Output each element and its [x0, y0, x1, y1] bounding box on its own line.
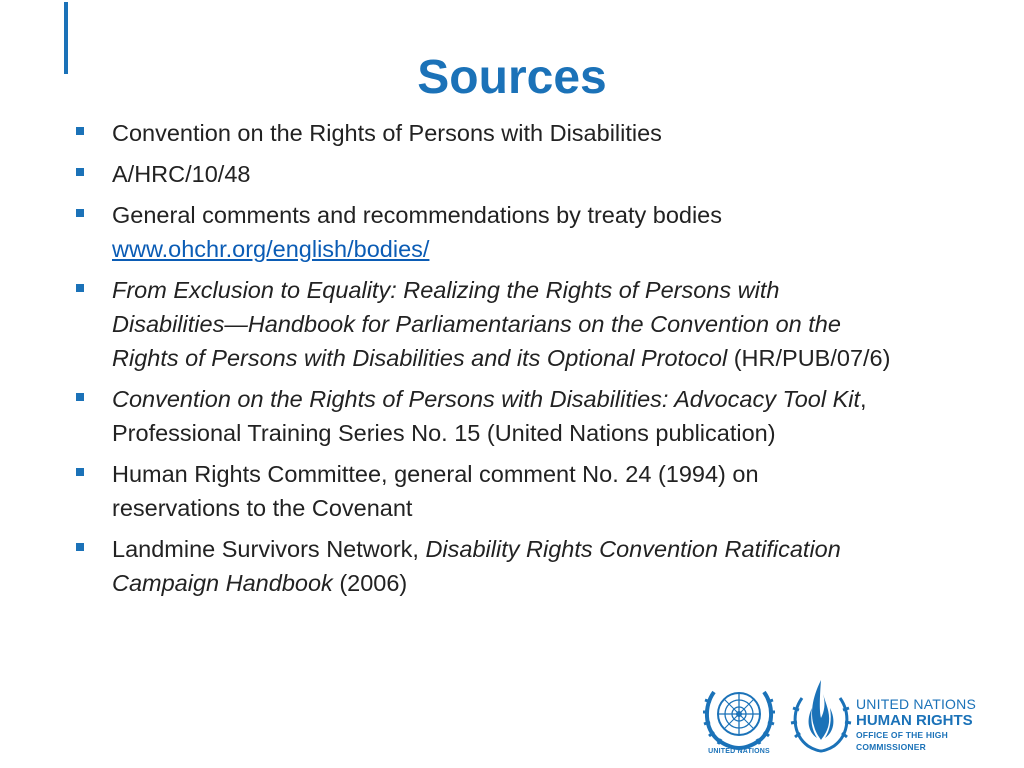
bullet-square-icon	[76, 393, 84, 401]
publication-details: (HR/PUB/07/6)	[727, 345, 891, 371]
list-item-text: General comments and recommendations by treaty bodies	[112, 202, 723, 228]
hr-wordmark-line3: OFFICE OF THE HIGH COMMISSIONER	[856, 730, 948, 752]
bullet-square-icon	[76, 209, 84, 217]
bullet-square-icon	[76, 284, 84, 292]
list-item	[72, 382, 892, 450]
footer-logos	[700, 676, 1010, 762]
sources-list	[72, 116, 892, 607]
list-item	[72, 157, 892, 191]
publication-details: , Professional Training Series No. 15 (United Nations publication)	[112, 386, 867, 446]
list-item	[72, 457, 892, 525]
publication-title: Convention on the Rights of Persons with Disabilities: Advocacy Tool Kit	[112, 386, 861, 412]
list-item	[72, 198, 892, 266]
human-rights-flame-icon	[790, 678, 852, 754]
bullet-square-icon	[76, 543, 84, 551]
publication-details: (2006)	[332, 570, 408, 596]
bullet-square-icon	[76, 127, 84, 135]
list-item-text: Convention on the Rights of Persons with Disabilities	[112, 120, 662, 146]
list-item	[72, 116, 892, 150]
bullet-square-icon	[76, 468, 84, 476]
ohchr-wordmark	[856, 696, 1006, 753]
list-item	[72, 273, 892, 375]
ohchr-bodies-link[interactable]: www.ohchr.org/english/bodies/	[112, 236, 430, 262]
publication-title: Disability Rights Convention Ratification Campaign Handbook	[112, 536, 841, 596]
list-item	[72, 532, 892, 600]
slide-title: Sources	[417, 51, 607, 104]
list-item-text: A/HRC/10/48	[112, 161, 251, 187]
bullet-square-icon	[76, 168, 84, 176]
list-item-text: Human Rights Committee, general comment No. 24 (1994) on reservations to the Covenant	[112, 461, 759, 521]
un-logo-label: UNITED NATIONS	[708, 748, 770, 755]
publication-author: Landmine Survivors Network,	[112, 536, 426, 562]
hr-wordmark-line1: UNITED NATIONS	[856, 696, 976, 712]
hr-wordmark-line2: HUMAN RIGHTS	[856, 712, 973, 729]
publication-title: From Exclusion to Equality: Realizing the Rights of Persons with Disabilities—Handbook for Parliamentarians on the Convention on the Rights of Persons with Disabilities and its Optional Protocol	[112, 277, 841, 371]
